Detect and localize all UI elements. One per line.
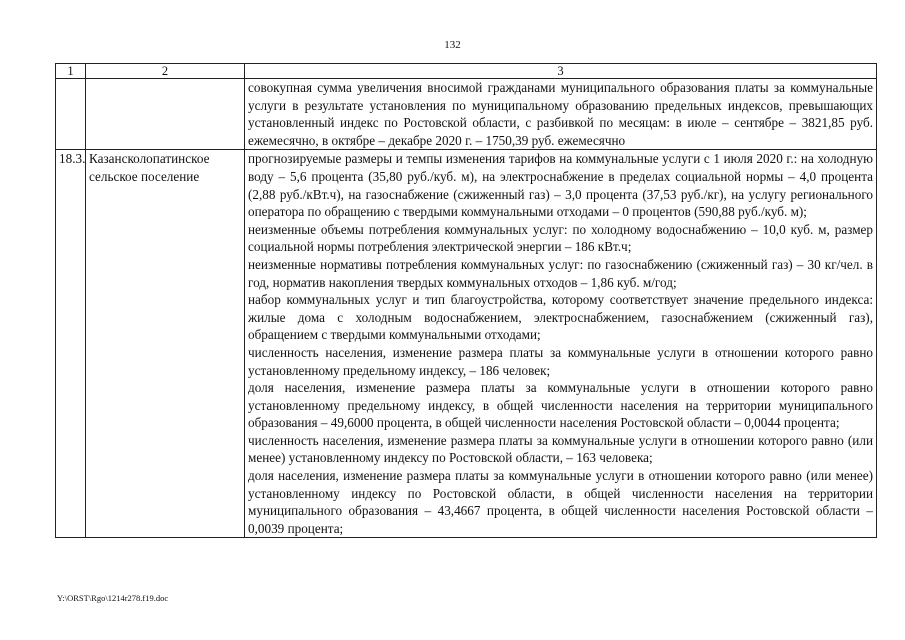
- table-header-row: [56, 64, 877, 79]
- paragraph-tariffs: прогнозируемые размеры и темпы изменения тарифов на коммунальные услуги с 1 июля 2020 г.: на холодную воду – 5,6 процента (35,80 руб./куб. м), на электроснабжение в пределах социальной нормы – 4,0 процента (2,88 руб./кВт.ч), на газоснабжение (сжиженный газ) – 3,0 процента (37,53 руб./кг), на услугу регионального оператора по обращению с твердыми коммунальными отходами – 0 процентов (590,88 руб./куб. м);: [248, 151, 873, 220]
- document-table: [55, 63, 877, 538]
- page-number: 132: [444, 39, 461, 51]
- continuation-number-cell: [56, 79, 86, 150]
- paragraph-population-share: доля населения, изменение размера платы за коммунальные услуги в отношении которого равно установленному предельному индексу, в общей численности населения на территории муниципального образования – 49,6000 процента, в общей численности населения Ростовской области – 0,0044 процента;: [248, 380, 873, 431]
- continuation-paragraph: совокупная сумма увеличения вносимой гражданами муниципального образования платы за коммунальные услуги в результате установления по муниципальному образованию предельных индексов, превышающих установленный индекс по Ростовской области, с разбивкой по месяцам: в июле – сентябре – 3821,85 руб. ежемесячно, в октябре – декабре 2020 г. – 1750,39 руб. ежемесячно: [248, 80, 873, 148]
- paragraph-services-set: набор коммунальных услуг и тип благоустройства, которому соответствует значение предельного индекса: жилые дома с холодным водоснабжением, электроснабжением, газоснабжением (сжиженный газ), обращением с твердыми коммунальными отходами;: [248, 292, 873, 343]
- paragraph-population-count: численность населения, изменение размера платы за коммунальные услуги в отношении которого равно установленному предельному индексу, – 186 человек;: [248, 344, 873, 378]
- row-text-cell: [245, 150, 877, 538]
- header-cell-3: 3: [245, 64, 877, 79]
- settlement-name: Казансколопатинское сельское поселение: [86, 150, 245, 538]
- header-cell-2: 2: [86, 64, 245, 79]
- header-cell-1: 1: [56, 64, 86, 79]
- table-row: [56, 150, 877, 538]
- row-number: 18.3.: [56, 150, 86, 538]
- paragraph-norms: неизменные нормативы потребления коммунальных услуг: по газоснабжению (сжиженный газ) – 30 кг/чел. в год, норматив накопления твердых коммунальных отходов – 1,86 куб. м/год;: [248, 256, 873, 290]
- continuation-name-cell: [86, 79, 245, 150]
- paragraph-population-share-regional: доля населения, изменение размера платы за коммунальные услуги в отношении которого равно (или менее) установленному индексу по Ростовской области, в общей численности населения на территории муниципального образования – 43,4667 процента, в общей численности населения Ростовской области – 0,0039 процента;: [248, 468, 873, 536]
- paragraph-volumes: неизменные объемы потребления коммунальных услуг: по холодному водоснабжению – 10,0 куб. м, размер социальной нормы потребления электрической энергии – 186 кВт.ч;: [248, 221, 873, 255]
- continuation-text-cell: [245, 79, 877, 150]
- file-path-footer: Y:\ORST\Rgo\1214r278.f19.doc: [57, 593, 169, 603]
- paragraph-population-count-regional: численность населения, изменение размера платы за коммунальные услуги в отношении которого равно (или менее) установленному индексу по Ростовской области, – 163 человека;: [248, 432, 873, 466]
- table-row-continuation: [56, 79, 877, 150]
